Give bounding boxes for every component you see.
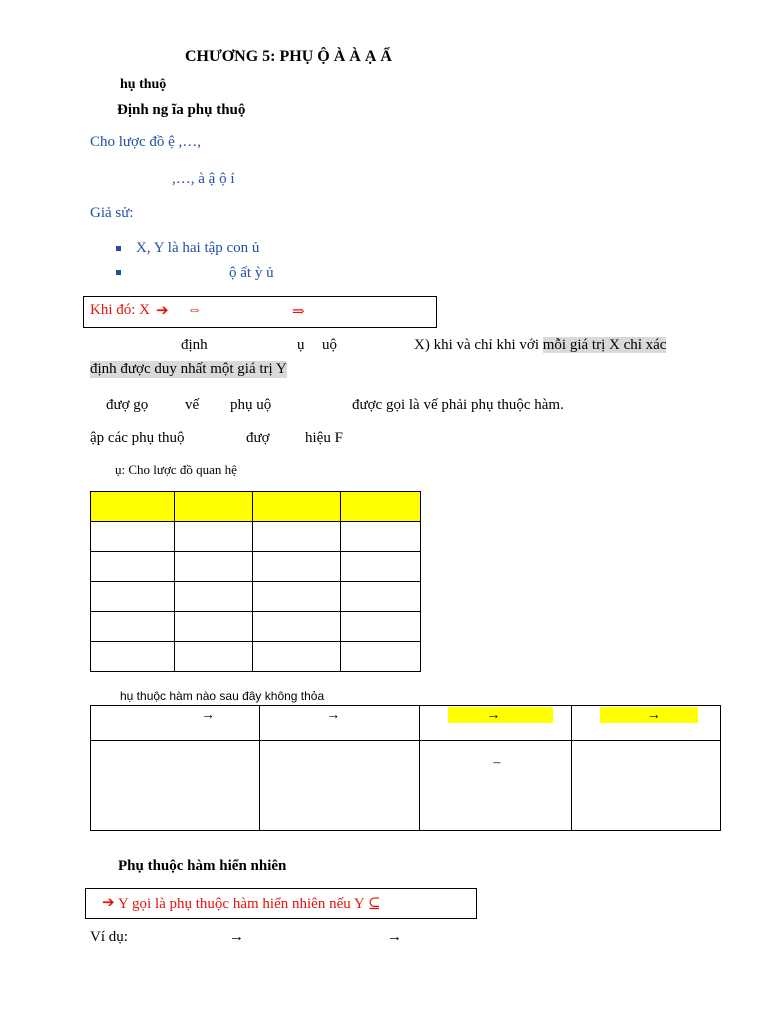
schema-line-1: Cho lược đồ ệ ,…, xyxy=(90,134,202,150)
answer-header-row xyxy=(91,706,721,741)
table-row xyxy=(91,582,421,612)
bullet-marker-1 xyxy=(116,246,121,251)
para1-line-2: định được duy nhất một giá trị Y xyxy=(90,361,287,377)
example2-arrow-2: → xyxy=(387,929,402,945)
table-cell xyxy=(341,612,421,642)
answer-option-b[interactable] xyxy=(260,706,420,741)
table-cell xyxy=(341,522,421,552)
table-cell xyxy=(253,522,341,552)
table-cell xyxy=(174,552,253,582)
example-caption: ụ: Cho lược đồ quan hệ xyxy=(115,462,237,477)
answer-arrow-icon: → xyxy=(326,708,341,723)
trivial-box xyxy=(85,888,477,919)
table-cell xyxy=(174,612,253,642)
para3-fragment-c: hiệu F xyxy=(305,430,343,446)
schema-line-2: ,…, à ậ ộ í xyxy=(172,171,235,187)
table-cell xyxy=(91,552,175,582)
section-heading: hụ thuộ xyxy=(120,77,167,92)
answer-arrow-icon: → xyxy=(486,708,501,723)
table-row xyxy=(91,642,421,672)
answer-arrow-icon: → xyxy=(646,708,661,723)
para1-tail xyxy=(414,337,666,354)
answer-table xyxy=(90,705,721,831)
table-row xyxy=(91,552,421,582)
answer-arrow-icon: → xyxy=(201,708,215,723)
table-cell xyxy=(253,582,341,612)
rule-prefix: Khi đó: X xyxy=(90,302,150,318)
assume-label: Giả sử: xyxy=(90,205,134,221)
table-header-row xyxy=(91,492,421,522)
para1-fragment-1: ụ xyxy=(297,337,305,353)
para2-fragment-b: vế xyxy=(185,397,200,413)
table-cell xyxy=(253,612,341,642)
para3-fragment-b: đượ xyxy=(246,430,270,446)
answer-cell xyxy=(91,741,260,831)
answer-body-row xyxy=(91,741,721,831)
table-cell xyxy=(341,642,421,672)
table-cell xyxy=(253,552,341,582)
table-cell xyxy=(91,522,175,552)
bullet-item-1: X, Y là hai tập con ủ xyxy=(136,240,260,256)
question-caption: hụ thuộc hàm nào sau đây không thỏa xyxy=(120,689,325,703)
table-cell xyxy=(91,612,175,642)
table-cell xyxy=(174,522,253,552)
table-cell xyxy=(174,582,253,612)
table-cell xyxy=(341,552,421,582)
example2-arrow-1: → xyxy=(229,929,244,945)
para2-fragment-a: đượ gọ xyxy=(106,397,149,413)
table-cell xyxy=(91,582,175,612)
table-header-cell xyxy=(253,492,341,522)
definition-heading: Định ng ĩa phụ thuộ xyxy=(117,102,246,118)
table-cell xyxy=(91,642,175,672)
rule-box xyxy=(83,296,437,328)
table-row xyxy=(91,612,421,642)
rule-implies-symbol: ⇒ xyxy=(292,304,305,320)
para3-fragment-a: ập các phụ thuộ xyxy=(90,430,185,446)
answer-option-d[interactable] xyxy=(571,706,720,741)
relation-table xyxy=(90,491,421,672)
para1-tail-highlight: mỗi giá trị X chỉ xác xyxy=(542,337,667,353)
rule-equiv-symbol: ⇔ xyxy=(187,302,202,318)
table-cell xyxy=(253,642,341,672)
para2-fragment-c: phụ uộ xyxy=(230,397,272,413)
chapter-title: CHƯƠNG 5: PHỤ Ộ À À Ạ Ẩ xyxy=(185,48,392,65)
trivial-text: Y gọi là phụ thuộc hàm hiển nhiên nếu Y ⊆ xyxy=(118,896,381,912)
table-row xyxy=(91,522,421,552)
trivial-heading: Phụ thuộc hàm hiển nhiên xyxy=(118,858,287,874)
para1-fragment-2: uộ xyxy=(322,337,337,353)
trivial-arrow-icon: ➔ xyxy=(102,895,115,911)
bullet-item-2: ộ ất ỳ ủ xyxy=(229,265,274,281)
example2-label: Ví dụ: xyxy=(90,929,128,945)
table-cell xyxy=(341,582,421,612)
bullet-marker-2 xyxy=(116,270,121,275)
para1-tail-plain: X) khi và chỉ khi với xyxy=(414,337,539,353)
table-header-cell xyxy=(91,492,175,522)
rule-arrow-icon: ➔ xyxy=(156,303,169,319)
para1-word-dinh: định xyxy=(181,337,208,353)
table-header-cell xyxy=(174,492,253,522)
table-cell xyxy=(174,642,253,672)
para2-fragment-d: được gọi là vế phải phụ thuộc hàm. xyxy=(352,397,564,413)
answer-cell xyxy=(260,741,420,831)
answer-option-c[interactable] xyxy=(420,706,571,741)
table-header-cell xyxy=(341,492,421,522)
answer-cell xyxy=(571,741,720,831)
answer-option-a[interactable] xyxy=(91,706,260,741)
answer-highlight xyxy=(448,707,553,723)
answer-cell xyxy=(420,741,571,831)
answer-dash: – xyxy=(493,755,501,770)
